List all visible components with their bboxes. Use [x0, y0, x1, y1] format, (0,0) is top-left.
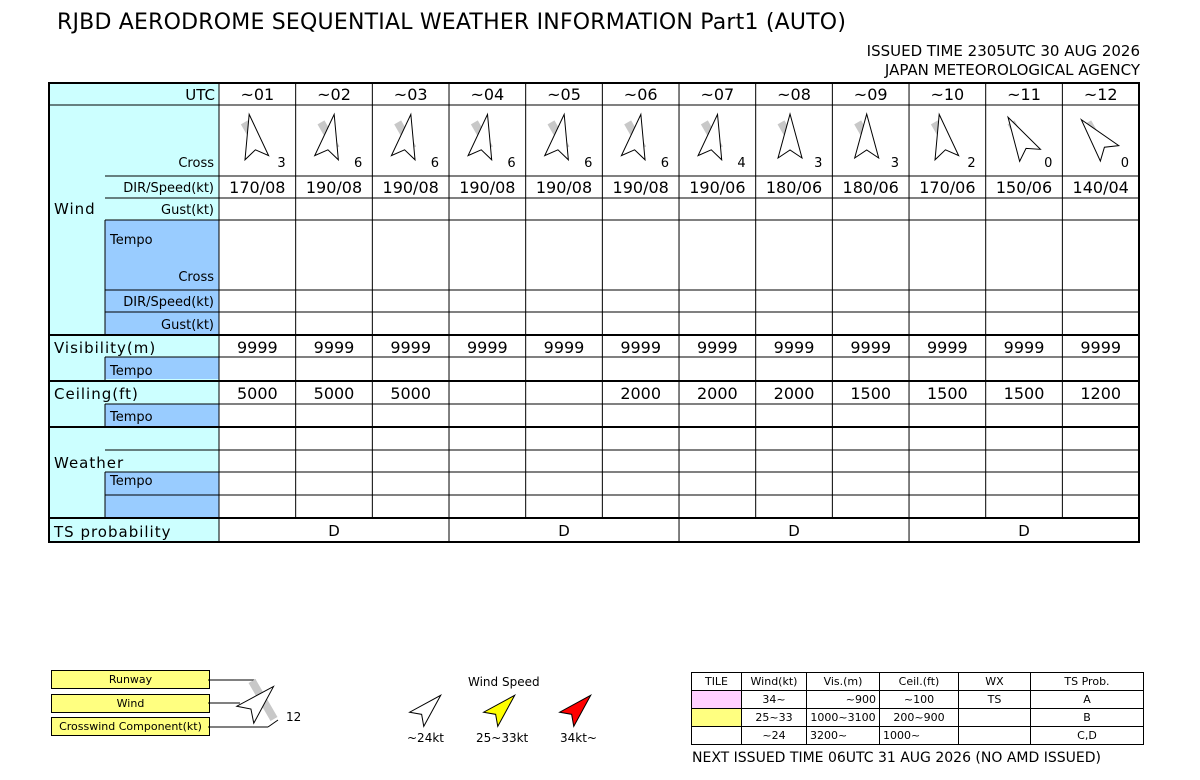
arrow-icon	[237, 112, 268, 159]
wind-arrow-icon	[1072, 112, 1119, 161]
crosswind-value: 3	[814, 156, 823, 171]
dir-speed-value: 140/04	[1072, 178, 1129, 197]
visibility-value: 9999	[620, 338, 662, 357]
visibility-value: 9999	[236, 338, 278, 357]
tile-cell: 1000~3100	[807, 709, 880, 727]
legend-runway: Runway	[51, 670, 210, 689]
visibility-value: 9999	[390, 338, 432, 357]
tile-cell: 200~900	[880, 709, 959, 727]
crosswind-value: 6	[430, 156, 440, 171]
dir-speed-label: DIR/Speed(kt)	[123, 181, 214, 196]
tile-cell: ~24	[742, 727, 807, 745]
wind-arrow-icon	[998, 111, 1041, 161]
hour-label: ~07	[700, 85, 735, 104]
dir-speed-value: 180/06	[842, 178, 899, 197]
ceiling-value: 2000	[620, 384, 662, 403]
ceiling-value: 5000	[236, 384, 278, 403]
hour-label: ~11	[1007, 85, 1041, 104]
tile-cell	[959, 709, 1031, 727]
tile-header: TILE	[692, 673, 742, 691]
dir-speed-value: 190/06	[689, 178, 746, 197]
wind-arrow-icon	[468, 112, 499, 159]
tile-row	[692, 691, 1144, 709]
tile-swatch-white	[692, 727, 742, 745]
dir-speed-value: 170/08	[229, 178, 286, 197]
dir-speed-value: 150/06	[995, 178, 1053, 197]
ts-probability-value: D	[558, 522, 570, 540]
arrow-icon	[778, 114, 802, 158]
tile-header: WX	[959, 673, 1031, 691]
hour-label: ~05	[547, 85, 581, 104]
hour-label: ~02	[317, 85, 351, 104]
wind-arrow-icon	[927, 112, 958, 159]
ceiling-value: 5000	[390, 384, 432, 403]
ts-probability-label: TS probability	[54, 523, 172, 541]
legend-wind: Wind	[51, 694, 210, 713]
gust-label: Gust(kt)	[161, 203, 214, 218]
wind-label: Wind	[54, 200, 96, 218]
tile-cell: 34~	[742, 691, 807, 709]
hour-label: ~01	[240, 85, 275, 104]
arrow-icon	[698, 112, 729, 159]
hour-label: ~03	[393, 85, 428, 104]
crosswind-value: 3	[277, 156, 286, 171]
arrow-icon	[1072, 112, 1119, 161]
dir-speed-value: 190/08	[382, 178, 439, 197]
arrow-icon	[315, 112, 346, 159]
cross-label: Cross	[178, 156, 214, 171]
next-issued-time: NEXT ISSUED TIME 06UTC 31 AUG 2026 (NO AMD ISSUED)	[692, 750, 1101, 766]
visibility-value: 9999	[850, 338, 892, 357]
arrow-icon	[545, 112, 576, 159]
tile-cell: A	[1031, 691, 1144, 709]
speed-mid-label: 25~33kt	[476, 731, 529, 745]
hour-label: ~06	[623, 85, 658, 104]
wind-speed-arrows	[400, 690, 610, 730]
crosswind-value: 6	[584, 156, 593, 171]
hour-label: ~08	[777, 85, 811, 104]
weather-label: Weather	[54, 454, 125, 472]
arrow-icon	[621, 112, 652, 159]
tempo-dir-speed-label: DIR/Speed(kt)	[123, 295, 214, 310]
speed-low-arrow-icon	[410, 690, 448, 726]
wind-arrow-icon	[391, 112, 422, 159]
wind-speed-title: Wind Speed	[468, 675, 540, 689]
hour-label: ~04	[470, 85, 505, 104]
dir-speed-value: 190/08	[612, 178, 669, 197]
tile-row	[692, 709, 1144, 727]
crosswind-value: 0	[1044, 156, 1053, 171]
ts-probability-value: D	[788, 522, 800, 540]
crosswind-value: 4	[737, 156, 746, 171]
wind-arrow-icon	[621, 112, 652, 159]
ceiling-value: 1500	[850, 384, 892, 403]
page-title: RJBD AERODROME SEQUENTIAL WEATHER INFORMATION Part1 (AUTO)	[57, 10, 847, 35]
tile-header-row	[692, 673, 1144, 691]
visibility-value: 9999	[313, 338, 355, 357]
tile-header: Ceil.(ft)	[880, 673, 959, 691]
tile-cell: TS	[959, 691, 1031, 709]
weather-tempo-label: Tempo	[110, 474, 153, 489]
dir-speed-value: 190/08	[535, 178, 593, 197]
tile-cell	[959, 727, 1031, 745]
tempo-gust-label: Gust(kt)	[161, 318, 214, 333]
dir-speed-value: 190/08	[305, 178, 363, 197]
hour-label: ~12	[1083, 85, 1118, 104]
tile-cell: 25~33	[742, 709, 807, 727]
crosswind-value: 2	[967, 156, 976, 171]
ceiling-value: 1500	[1003, 384, 1045, 403]
tile-cell: 3200~	[807, 727, 880, 745]
visibility-label: Visibility(m)	[54, 339, 157, 357]
ceiling-label: Ceiling(ft)	[54, 385, 139, 403]
tile-cell: 1000~	[880, 727, 959, 745]
crosswind-value: 6	[507, 156, 516, 171]
speed-mid-arrow-icon	[484, 690, 522, 726]
crosswind-value: 6	[354, 156, 363, 171]
tile-cell: C,D	[1031, 727, 1144, 745]
dir-speed-value: 190/08	[459, 178, 516, 197]
tile-cell: B	[1031, 709, 1144, 727]
visibility-tempo-label: Tempo	[110, 364, 153, 379]
arrow-icon	[998, 111, 1041, 161]
ts-probability-value: D	[328, 522, 340, 540]
visibility-value: 9999	[466, 338, 508, 357]
tile-legend-table	[691, 672, 1144, 745]
arrow-icon	[391, 112, 422, 159]
wind-tempo-label: Tempo	[110, 233, 153, 248]
hour-label: ~10	[930, 85, 965, 104]
ts-probability-value: D	[1018, 522, 1030, 540]
crosswind-value: 6	[660, 156, 670, 171]
tile-header: Vis.(m)	[807, 673, 880, 691]
tile-header: TS Prob.	[1031, 673, 1144, 691]
tile-swatch-pink	[692, 691, 742, 709]
tile-header: Wind(kt)	[742, 673, 807, 691]
speed-high-label: 34kt~	[560, 731, 597, 745]
visibility-value: 9999	[1003, 338, 1045, 357]
visibility-value: 9999	[1080, 338, 1122, 357]
tempo-cross-label: Cross	[178, 270, 214, 285]
speed-low-label: ~24kt	[407, 731, 444, 745]
visibility-value: 9999	[543, 338, 585, 357]
legend-crosswind: Crosswind Component(kt)	[51, 717, 210, 736]
arrow-icon	[468, 112, 499, 159]
tile-row	[692, 727, 1144, 745]
wind-arrow-icon	[778, 114, 802, 158]
tile-cell: ~100	[880, 691, 959, 709]
dir-speed-value: 180/06	[765, 178, 823, 197]
ceiling-value: 1500	[927, 384, 968, 403]
visibility-value: 9999	[773, 338, 815, 357]
dir-speed-value: 170/06	[919, 178, 976, 197]
speed-high-arrow-icon	[560, 690, 598, 726]
ceiling-value: 2000	[696, 384, 738, 403]
arrow-icon	[855, 114, 879, 158]
legend-example-value: 12	[286, 710, 302, 724]
visibility-value: 9999	[696, 338, 738, 357]
ceiling-tempo-label: Tempo	[110, 410, 153, 425]
issued-time: ISSUED TIME 2305UTC 30 AUG 2026	[866, 42, 1140, 60]
legend-diagram	[208, 665, 318, 735]
wind-arrow-icon	[315, 112, 346, 159]
ceiling-value: 1200	[1080, 384, 1122, 403]
wind-arrow-icon	[237, 112, 268, 159]
arrow-icon	[927, 112, 958, 159]
wind-arrow-icon	[854, 114, 878, 158]
agency-name: JAPAN METEOROLOGICAL AGENCY	[884, 61, 1140, 79]
ceiling-value: 5000	[313, 384, 355, 403]
wind-arrow-icon	[698, 112, 729, 159]
utc-label: UTC	[185, 86, 215, 104]
crosswind-value: 3	[890, 156, 900, 171]
ceiling-value: 2000	[773, 384, 815, 403]
crosswind-value: 0	[1120, 156, 1130, 171]
tile-cell: ~900	[807, 691, 880, 709]
wind-arrow-icon	[545, 112, 576, 159]
visibility-value: 9999	[927, 338, 968, 357]
tile-swatch-yellow	[692, 709, 742, 727]
hour-label: ~09	[853, 85, 888, 104]
